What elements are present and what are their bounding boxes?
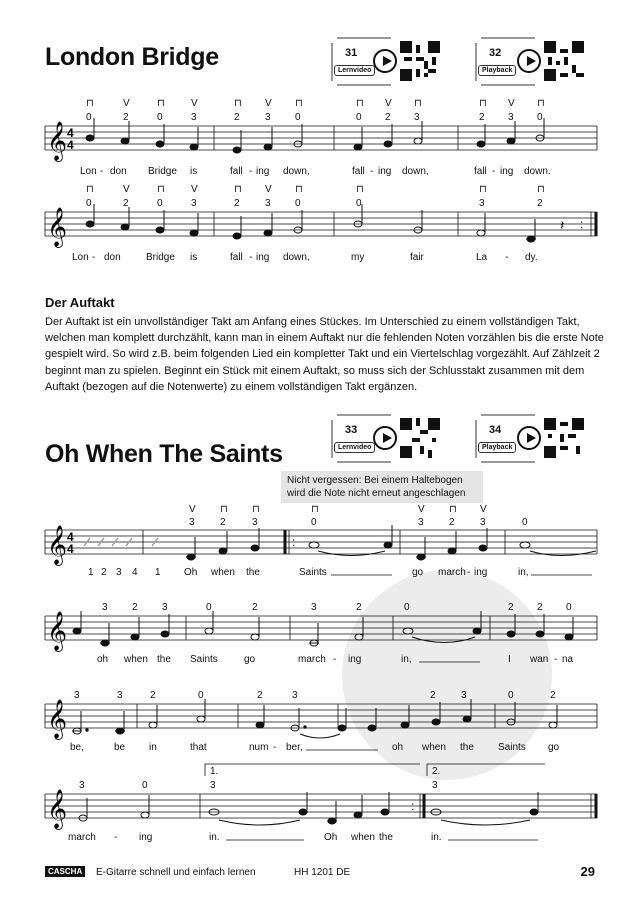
lyric-syllable: go: [244, 654, 256, 665]
fret-numbers: [189, 517, 528, 528]
lyric-syllable: Oh: [184, 567, 198, 578]
staff-lines: [45, 794, 597, 818]
lyric-syllable: the: [157, 654, 171, 665]
fret-number: 0: [295, 112, 301, 123]
fret-number: 3: [479, 198, 485, 209]
stroke-mark: ⊓: [295, 98, 303, 109]
lyric-syllable: in,: [518, 567, 529, 578]
lyric-syllable: Saints: [299, 567, 327, 578]
lyrics: [68, 832, 442, 843]
lyric-syllable: don: [110, 166, 127, 177]
fret-number: 3: [265, 198, 271, 209]
fret-number: 3: [414, 112, 420, 123]
stroke-mark: V: [418, 504, 425, 515]
staff-lines: [45, 126, 597, 150]
lernvideo-label: Lernvideo: [334, 65, 375, 76]
qr-code-icon[interactable]: [400, 418, 440, 458]
stroke-mark: ⊓: [220, 504, 228, 515]
fret-number: 3: [265, 112, 271, 123]
lyric-syllable: -: [333, 654, 337, 665]
time-signature: 4: [67, 138, 74, 152]
fret-number: 3: [117, 690, 123, 701]
fret-number: 2: [508, 602, 514, 613]
fret-number: 0: [295, 198, 301, 209]
stroke-mark: ⊓: [356, 98, 364, 109]
tie-arc: [441, 820, 530, 825]
repeat-dots: :: [292, 535, 296, 549]
time-signature: 4: [67, 542, 74, 556]
treble-clef-icon: 𝄞: [47, 207, 68, 247]
fret-number: 2: [150, 690, 156, 701]
lyric-syllable: don: [104, 252, 121, 263]
lyric-syllable: -: [505, 252, 509, 263]
lyric-syllable: wan: [530, 654, 549, 665]
fret-number: 0: [157, 198, 163, 209]
lyric-syllable: fall: [352, 166, 365, 177]
stroke-mark: ⊓: [479, 184, 487, 195]
play-icon[interactable]: [517, 426, 541, 450]
lyric-syllable: down,: [402, 166, 429, 177]
lyric-syllable: Saints: [190, 654, 218, 665]
lyric-syllable: ber,: [286, 742, 303, 753]
lyric-syllable: fall: [474, 166, 487, 177]
fret-number: 3: [162, 602, 168, 613]
lyric-syllable: fair: [410, 252, 424, 263]
fret-number: 2: [550, 690, 556, 701]
lyric-syllable: 3: [116, 567, 122, 578]
play-icon[interactable]: [373, 49, 397, 73]
track-number: 33: [345, 424, 358, 436]
lyric-syllable: Lon: [80, 166, 97, 177]
notes: [79, 792, 538, 824]
fret-number: 2: [537, 198, 543, 209]
fret-number: 0: [537, 112, 543, 123]
lyric-syllable: fall: [230, 252, 243, 263]
fret-number: 3: [191, 198, 197, 209]
lyric-syllable: ing: [348, 654, 362, 665]
lyric-syllable: Bridge: [148, 166, 177, 177]
fret-number: 0: [356, 198, 362, 209]
lyric-syllable: Lon: [72, 252, 89, 263]
volta-number: 2.: [432, 766, 441, 777]
fret-number: 3: [480, 517, 486, 528]
fret-number: 2: [234, 198, 240, 209]
lyric-syllable: ing: [378, 166, 392, 177]
repeat-dots: :: [411, 799, 415, 813]
publisher-logo: CASCHA: [45, 866, 85, 877]
staff-system-saints-1: [0, 502, 640, 582]
lyric-syllable: -: [467, 567, 471, 578]
stroke-mark: V: [265, 98, 272, 109]
song-title-when-the-saints: Oh When The Saints: [45, 440, 283, 468]
fret-number: 3: [508, 112, 514, 123]
lyric-syllable: march: [298, 654, 326, 665]
staff-lines: [45, 530, 597, 554]
stroke-mark: ⊓: [537, 98, 545, 109]
lyric-syllable: ing: [256, 166, 270, 177]
fret-number: 0: [566, 602, 572, 613]
lyric-syllable: -: [370, 166, 374, 177]
lyric-syllable: ing: [139, 832, 153, 843]
stroke-mark: ⊓: [414, 98, 422, 109]
stroke-mark: ⊓: [295, 184, 303, 195]
fret-number: 3: [191, 112, 197, 123]
stroke-mark: V: [123, 184, 130, 195]
stroke-mark: ⊓: [449, 504, 457, 515]
fret-number: 2: [449, 517, 455, 528]
fret-number: 0: [86, 112, 92, 123]
fret-numbers: [74, 690, 556, 701]
track-number: 31: [345, 47, 358, 59]
stroke-mark: V: [189, 504, 196, 515]
stroke-mark: V: [265, 184, 272, 195]
lyric-syllable: that: [190, 742, 207, 753]
fret-number: 2: [123, 198, 129, 209]
stroke-mark: V: [385, 98, 392, 109]
fret-number: 3: [292, 690, 298, 701]
lyric-syllable: I: [508, 654, 511, 665]
lyric-syllable: dy.: [525, 252, 538, 263]
footer-book-title: E-Gitarre schnell und einfach lernen: [96, 867, 256, 878]
stroke-mark: V: [508, 98, 515, 109]
staff-system-saints-2: [0, 596, 640, 670]
lyric-syllable: La: [476, 252, 488, 263]
lyric-syllable: ing: [256, 252, 270, 263]
lyric-syllable: 1: [155, 567, 161, 578]
stroke-symbols: [189, 504, 487, 515]
fret-number: 3: [418, 517, 424, 528]
lyric-syllable: the: [379, 832, 393, 843]
fret-number: 2: [356, 602, 362, 613]
tie-arc: [530, 551, 596, 556]
lyric-syllable: -: [249, 252, 253, 263]
lyric-syllable: 1: [88, 567, 94, 578]
lyric-syllable: when: [351, 832, 375, 843]
playback-badge-32[interactable]: [475, 37, 571, 87]
lyric-syllable: is: [190, 252, 198, 263]
stroke-symbols: [86, 98, 545, 109]
treble-clef-icon: 𝄞: [47, 121, 68, 161]
treble-clef-icon: 𝄞: [47, 699, 68, 739]
notes: [86, 118, 544, 153]
stroke-mark: ⊓: [479, 98, 487, 109]
fret-number: 3: [432, 780, 438, 791]
play-icon[interactable]: [517, 49, 541, 73]
song-title-london-bridge: London Bridge: [45, 43, 219, 71]
fret-numbers: [86, 198, 543, 209]
fret-numbers: [102, 602, 572, 613]
playback-label: Playback: [478, 65, 516, 76]
section-text-auftakt: Der Auftakt ist ein unvollständiger Takt am Anfang eines Stückes. Im Unterschied zu einem vollständigen Takt, welchen man komplett durchzählt, kann man in einem Auftakt nur die fehlenden Noten vorzählen bis die erste Note gespielt wird. So wird z.B. beim folgenden Lied ein kompletter Takt und ein Viertelschlag vorgezählt. Auf Zählzeit 2 beginnt man zu spielen. Beginnt ein Stück mit einem Auftakt, so muss sich der Schlusstakt zusammen mit dem Auftakt (bezogen auf die Notenwerte) zu einem vollständigen Takt ergänzen.: [45, 316, 604, 393]
track-number: 32: [489, 47, 502, 59]
stroke-mark: ⊓: [311, 504, 319, 515]
fret-number: 2: [132, 602, 138, 613]
fret-number: 0: [198, 690, 204, 701]
tie-arc: [300, 734, 340, 738]
lyric-syllable: the: [246, 567, 260, 578]
volta-brackets: [205, 764, 545, 776]
fret-numbers: [86, 112, 543, 123]
lyric-syllable: go: [412, 567, 424, 578]
lyric-syllable: -: [92, 252, 96, 263]
stroke-mark: ⊓: [86, 184, 94, 195]
qr-code-icon[interactable]: [400, 41, 440, 81]
qr-code-icon[interactable]: [544, 41, 584, 81]
lyric-syllable: down,: [283, 166, 310, 177]
page-number: 29: [580, 864, 595, 879]
lyric-syllable: -: [114, 832, 118, 843]
fret-number: 3: [311, 602, 317, 613]
lyric-syllable: go: [548, 742, 560, 753]
stroke-mark: ⊓: [252, 504, 260, 515]
fret-number: 3: [102, 602, 108, 613]
lyric-syllable: Oh: [324, 832, 338, 843]
fret-number: 2: [479, 112, 485, 123]
stroke-mark: ⊓: [356, 184, 364, 195]
time-signature: 4: [67, 126, 74, 140]
lyric-syllable: down,: [283, 252, 310, 263]
fret-number: 0: [522, 517, 528, 528]
stroke-mark: ⊓: [234, 184, 242, 195]
fret-number: 2: [252, 602, 258, 613]
lyric-syllable: when: [422, 742, 446, 753]
stroke-mark: ⊓: [537, 184, 545, 195]
staff-system-london-1: [0, 96, 640, 180]
stroke-symbols: [86, 184, 545, 195]
fret-number: 2: [385, 112, 391, 123]
lyric-syllable: oh: [392, 742, 404, 753]
playback-badge-34[interactable]: [475, 414, 571, 464]
treble-clef-icon: 𝄞: [47, 611, 68, 651]
stroke-mark: ⊓: [234, 98, 242, 109]
fret-number: 2: [537, 602, 543, 613]
stroke-mark: ⊓: [157, 98, 165, 109]
stroke-mark: V: [191, 184, 198, 195]
fret-number: 0: [142, 780, 148, 791]
fret-number: 0: [508, 690, 514, 701]
lyric-syllable: 2: [101, 567, 107, 578]
lyrics: [97, 654, 574, 665]
treble-clef-icon: 𝄞: [47, 525, 68, 565]
staff-system-saints-4: [0, 760, 640, 846]
playback-label: Playback: [478, 442, 516, 453]
fret-number: 2: [123, 112, 129, 123]
lyric-syllable: fall: [230, 166, 243, 177]
staff-lines: [45, 212, 597, 236]
lyrics: [72, 252, 538, 263]
lyric-syllable: -: [249, 166, 253, 177]
section-heading-auftakt: Der Auftakt: [45, 295, 115, 310]
quarter-rest-icon: 𝄽: [560, 217, 565, 233]
lyric-syllable: march: [438, 567, 466, 578]
footer-order-code: HH 1201 DE: [294, 867, 351, 878]
lyric-syllable: march: [68, 832, 96, 843]
fret-number: 2: [234, 112, 240, 123]
lyric-syllable: -: [273, 742, 277, 753]
lyric-syllable: -: [492, 166, 496, 177]
fret-number: 0: [311, 517, 317, 528]
tie-arc: [219, 820, 300, 825]
lyric-syllable: in: [149, 742, 157, 753]
fret-number: 2: [220, 517, 226, 528]
lyric-syllable: is: [190, 166, 198, 177]
staff-system-saints-3: [0, 684, 640, 758]
fret-number: 2: [257, 690, 263, 701]
lyric-syllable: be: [114, 742, 126, 753]
lernvideo-badge-33[interactable]: [331, 414, 427, 464]
lyrics: [80, 166, 551, 177]
lyric-syllable: -: [100, 166, 104, 177]
lyric-syllable: na: [562, 654, 574, 665]
lyric-syllable: my: [351, 252, 365, 263]
lyric-syllable: in.: [209, 832, 220, 843]
lyric-syllable: the: [460, 742, 474, 753]
lyric-syllable: Saints: [498, 742, 526, 753]
lyrics: [88, 567, 529, 578]
lyric-syllable: in,: [401, 654, 412, 665]
stroke-mark: V: [480, 504, 487, 515]
stroke-mark: ⊓: [157, 184, 165, 195]
fret-number: 3: [461, 690, 467, 701]
stroke-mark: V: [191, 98, 198, 109]
fret-numbers: [79, 780, 438, 791]
fret-number: 3: [74, 690, 80, 701]
fret-number: 0: [157, 112, 163, 123]
lyric-syllable: oh: [97, 654, 109, 665]
lyric-syllable: when: [211, 567, 235, 578]
play-icon[interactable]: [373, 426, 397, 450]
lyric-syllable: -: [554, 654, 558, 665]
fret-number: 3: [79, 780, 85, 791]
fret-number: 3: [210, 780, 216, 791]
fret-number: 0: [356, 112, 362, 123]
track-number: 34: [489, 424, 502, 436]
lyric-syllable: 4: [132, 567, 138, 578]
tie-hint-tooltip: Nicht vergessen: Bei einem Haltebogen wird die Note nicht erneut angeschlagen: [281, 471, 483, 503]
lyric-syllable: Bridge: [146, 252, 175, 263]
stroke-mark: ⊓: [86, 98, 94, 109]
tie-arc: [318, 551, 385, 556]
repeat-dots: :: [580, 217, 584, 231]
fret-number: 0: [404, 602, 410, 613]
fret-number: 0: [86, 198, 92, 209]
qr-code-icon[interactable]: [544, 418, 584, 458]
lyric-syllable: in.: [431, 832, 442, 843]
fret-number: 2: [430, 690, 436, 701]
lyric-syllable: when: [124, 654, 148, 665]
stroke-mark: V: [123, 98, 130, 109]
lernvideo-badge-31[interactable]: [331, 37, 427, 87]
lernvideo-label: Lernvideo: [334, 442, 375, 453]
lyrics: [70, 742, 560, 753]
treble-clef-icon: 𝄞: [47, 789, 68, 829]
fret-number: 3: [189, 517, 195, 528]
time-signature: 4: [67, 530, 74, 544]
lyric-syllable: ing: [474, 567, 488, 578]
fret-number: 0: [206, 602, 212, 613]
volta-number: 1.: [210, 766, 219, 777]
lyric-syllable: down.: [524, 166, 551, 177]
lyric-syllable: be,: [70, 742, 84, 753]
staff-system-london-2: [0, 182, 640, 266]
lyric-syllable: num: [249, 742, 269, 753]
lyric-syllable: ing: [500, 166, 514, 177]
fret-number: 3: [252, 517, 258, 528]
